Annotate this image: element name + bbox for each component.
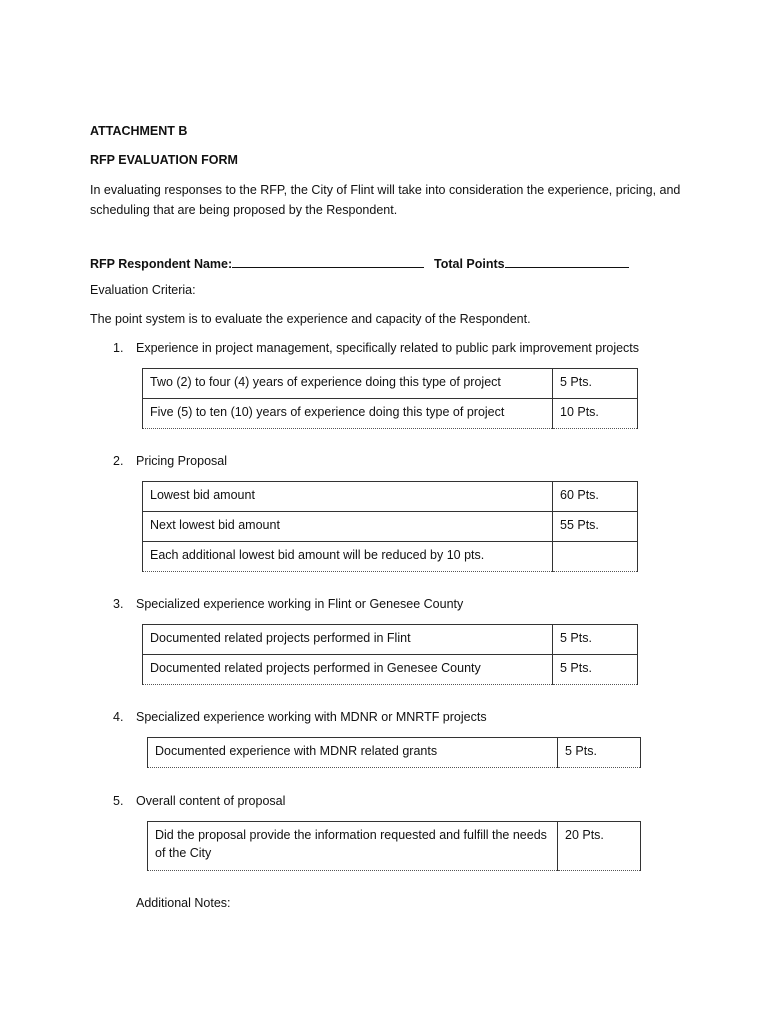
criterion-row-points: 5 Pts. <box>558 738 641 768</box>
criterion-row-points: 60 Pts. <box>553 482 638 512</box>
criterion-row-text: Did the proposal provide the information requested and fulfill the needs of the City <box>148 822 558 871</box>
total-points-label: Total Points <box>434 257 505 271</box>
criterion-row-points: 20 Pts. <box>558 822 641 871</box>
criterion-row-points: 55 Pts. <box>553 512 638 542</box>
evaluation-criteria-label: Evaluation Criteria: <box>90 283 196 297</box>
criterion-2-table <box>142 481 638 572</box>
table-row <box>143 655 638 685</box>
criterion-row-text: Documented related projects performed in Genesee County <box>143 655 553 685</box>
attachment-label: ATTACHMENT B <box>90 124 188 138</box>
intro-paragraph: In evaluating responses to the RFP, the City of Flint will take into consideration the experience, pricing, and scheduling that are being proposed by the Respondent. <box>90 183 681 217</box>
total-points-field[interactable] <box>505 254 629 268</box>
criterion-number: 1. <box>113 341 124 355</box>
criterion-1-table <box>142 368 638 429</box>
table-row <box>148 738 641 768</box>
table-row <box>143 482 638 512</box>
criterion-number: 3. <box>113 597 124 611</box>
respondent-name-field[interactable] <box>232 254 424 268</box>
criterion-title: Specialized experience working with MDNR or MNRTF projects <box>136 710 487 724</box>
table-row <box>143 512 638 542</box>
criterion-title: Specialized experience working in Flint or Genesee County <box>136 597 464 611</box>
criterion-number: 2. <box>113 454 124 468</box>
form-title: RFP EVALUATION FORM <box>90 153 238 167</box>
criterion-row-points <box>553 542 638 572</box>
criterion-row-points: 10 Pts. <box>553 399 638 429</box>
respondent-name-row <box>90 254 424 271</box>
table-row <box>148 822 641 871</box>
table-row <box>143 542 638 572</box>
criterion-row-text: Documented experience with MDNR related grants <box>148 738 558 768</box>
criterion-4-table <box>147 737 641 768</box>
criterion-title: Overall content of proposal <box>136 794 286 808</box>
criterion-3-table <box>142 624 638 685</box>
criterion-row-text: Five (5) to ten (10) years of experience doing this type of project <box>143 399 553 429</box>
total-points-row <box>434 254 629 271</box>
table-row <box>143 369 638 399</box>
criterion-number: 4. <box>113 710 124 724</box>
criterion-title: Experience in project management, specifically related to public park improvement projects <box>136 341 640 355</box>
criterion-row-text: Each additional lowest bid amount will be reduced by 10 pts. <box>143 542 553 572</box>
criterion-number: 5. <box>113 794 124 808</box>
criterion-row-points: 5 Pts. <box>553 369 638 399</box>
table-row <box>143 399 638 429</box>
criterion-title: Pricing Proposal <box>136 454 228 468</box>
respondent-name-label: RFP Respondent Name: <box>90 257 233 271</box>
additional-notes-label: Additional Notes: <box>136 896 231 910</box>
criterion-row-text: Documented related projects performed in Flint <box>143 625 553 655</box>
criterion-row-text: Next lowest bid amount <box>143 512 553 542</box>
criterion-row-points: 5 Pts. <box>553 655 638 685</box>
point-system-text: The point system is to evaluate the experience and capacity of the Respondent. <box>90 312 531 326</box>
criterion-row-text: Two (2) to four (4) years of experience doing this type of project <box>143 369 553 399</box>
criterion-row-points: 5 Pts. <box>553 625 638 655</box>
table-row <box>143 625 638 655</box>
criterion-row-text: Lowest bid amount <box>143 482 553 512</box>
criterion-5-table <box>147 821 641 871</box>
